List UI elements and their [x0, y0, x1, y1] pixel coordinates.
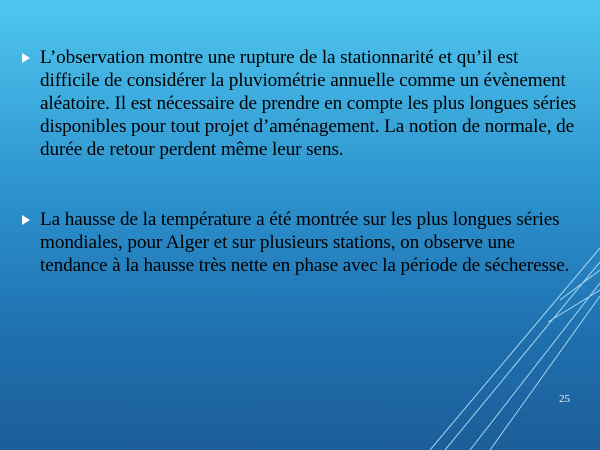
decor-line-1 — [430, 248, 600, 450]
decor-line-4 — [490, 296, 600, 450]
triangle-bullet-icon — [22, 215, 30, 225]
decor-line-3 — [470, 283, 600, 450]
page-number: 25 — [559, 393, 570, 405]
bullet-text-2: La hausse de la température a été montrée sur les plus longues séries mondiales, pour Alger et sur plusieurs stations, on observe une tendance à la hausse très nette en phase avec la période de sécheresse. — [40, 209, 570, 276]
bullet-item-2 — [22, 208, 582, 277]
decor-line-2 — [445, 262, 600, 450]
triangle-bullet-icon — [22, 53, 30, 63]
bullet-item-1 — [22, 46, 582, 161]
bullet-list — [22, 46, 582, 277]
bullet-text-1: L’observation montre une rupture de la stationnarité et qu’il est difficile de considérer la pluviométrie annuelle comme un évènement aléatoire. Il est nécessaire de prendre en compte les plus longues séries disponibles pour tout projet d’aménagement. La notion de normale, de durée de retour perdent même leur sens. — [40, 47, 577, 160]
